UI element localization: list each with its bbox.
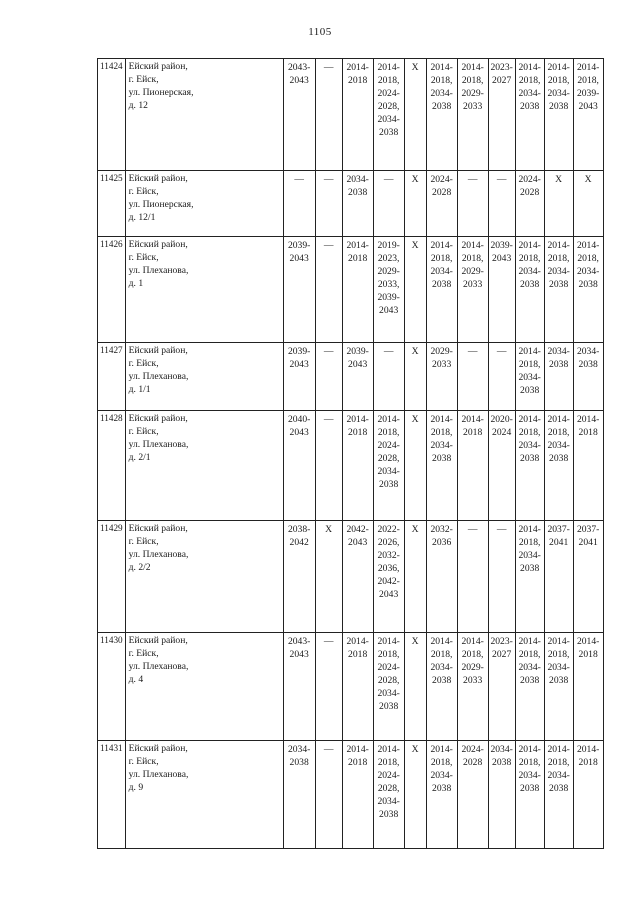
table-row bbox=[98, 521, 604, 633]
period-cell: X bbox=[404, 343, 426, 411]
address-line: д. 2/1 bbox=[128, 452, 151, 463]
address-line: г. Ейск, bbox=[128, 756, 159, 767]
period-cell: 2034- 2038 bbox=[573, 343, 603, 411]
record-number: 11426 bbox=[98, 237, 126, 343]
record-number: 11425 bbox=[98, 171, 126, 237]
period-cell: 2014- 2018, 2034- 2038 bbox=[426, 741, 457, 849]
period-cell: — bbox=[315, 237, 342, 343]
period-cell: 2014- 2018, 2034- 2038 bbox=[515, 59, 544, 171]
record-number: 11430 bbox=[98, 633, 126, 741]
period-cell: — bbox=[315, 343, 342, 411]
address-cell bbox=[125, 59, 283, 171]
address-line: Ейский район, bbox=[128, 173, 188, 184]
period-cell: — bbox=[373, 343, 404, 411]
period-cell: 2034- 2038 bbox=[544, 343, 573, 411]
period-cell: 2043- 2043 bbox=[283, 59, 315, 171]
period-cell: 2014- 2018, 2024- 2028, 2034- 2038 bbox=[373, 741, 404, 849]
period-cell: 2038- 2042 bbox=[283, 521, 315, 633]
period-cell: 2014- 2018, 2034- 2038 bbox=[573, 237, 603, 343]
address-cell bbox=[125, 237, 283, 343]
period-cell: 2014- 2018, 2034- 2038 bbox=[426, 633, 457, 741]
address-cell bbox=[125, 741, 283, 849]
period-cell: 2014- 2018, 2034- 2038 bbox=[544, 633, 573, 741]
period-cell: — bbox=[315, 59, 342, 171]
period-cell: 2014- 2018, 2034- 2038 bbox=[515, 741, 544, 849]
address-line: г. Ейск, bbox=[128, 358, 159, 369]
address-line: г. Ейск, bbox=[128, 426, 159, 437]
address-cell bbox=[125, 171, 283, 237]
period-cell: 2029- 2033 bbox=[426, 343, 457, 411]
table-row bbox=[98, 411, 604, 521]
period-cell: 2034- 2038 bbox=[342, 171, 373, 237]
period-cell: 2014- 2018, 2034- 2038 bbox=[426, 59, 457, 171]
period-cell: 2023- 2027 bbox=[488, 59, 515, 171]
period-cell: X bbox=[404, 59, 426, 171]
address-line: ул. Пионерская, bbox=[128, 199, 194, 210]
period-cell: — bbox=[315, 411, 342, 521]
period-cell: 2014- 2018, 2034- 2038 bbox=[515, 237, 544, 343]
period-cell: 2039- 2043 bbox=[283, 343, 315, 411]
period-cell: 2037- 2041 bbox=[573, 521, 603, 633]
period-cell: 2014- 2018, 2024- 2028, 2034- 2038 bbox=[373, 59, 404, 171]
period-cell: 2034- 2038 bbox=[488, 741, 515, 849]
period-cell: 2037- 2041 bbox=[544, 521, 573, 633]
period-cell: 2014- 2018 bbox=[342, 237, 373, 343]
period-cell: 2014- 2018 bbox=[342, 633, 373, 741]
address-cell bbox=[125, 411, 283, 521]
period-cell: X bbox=[404, 411, 426, 521]
period-cell: X bbox=[404, 237, 426, 343]
period-cell: 2022- 2026, 2032- 2036, 2042- 2043 bbox=[373, 521, 404, 633]
period-cell: — bbox=[488, 343, 515, 411]
address-line: Ейский район, bbox=[128, 61, 188, 72]
address-line: г. Ейск, bbox=[128, 252, 159, 263]
address-line: г. Ейск, bbox=[128, 74, 159, 85]
address-line: г. Ейск, bbox=[128, 186, 159, 197]
period-cell: — bbox=[283, 171, 315, 237]
period-cell: 2014- 2018, 2024- 2028, 2034- 2038 bbox=[373, 633, 404, 741]
address-line: Ейский район, bbox=[128, 523, 188, 534]
table-row bbox=[98, 237, 604, 343]
address-line: ул. Пионерская, bbox=[128, 87, 194, 98]
address-line: ул. Плеханова, bbox=[128, 439, 189, 450]
address-line: ул. Плеханова, bbox=[128, 661, 189, 672]
period-cell: 2014- 2018, 2029- 2033 bbox=[457, 237, 488, 343]
period-cell: 2014- 2018 bbox=[573, 411, 603, 521]
period-cell: — bbox=[373, 171, 404, 237]
period-cell: 2014- 2018, 2034- 2038 bbox=[515, 521, 544, 633]
period-cell: X bbox=[404, 741, 426, 849]
address-line: г. Ейск, bbox=[128, 536, 159, 547]
record-number: 11428 bbox=[98, 411, 126, 521]
period-cell: 2014- 2018 bbox=[342, 411, 373, 521]
address-line: д. 9 bbox=[128, 782, 144, 793]
address-line: Ейский район, bbox=[128, 635, 188, 646]
record-number: 11431 bbox=[98, 741, 126, 849]
period-cell: 2014- 2018, 2034- 2038 bbox=[544, 237, 573, 343]
record-number: 11427 bbox=[98, 343, 126, 411]
period-cell: 2014- 2018, 2034- 2038 bbox=[515, 411, 544, 521]
period-cell: — bbox=[315, 741, 342, 849]
record-number: 11429 bbox=[98, 521, 126, 633]
period-cell: 2014- 2018, 2029- 2033 bbox=[457, 59, 488, 171]
address-line: д. 12 bbox=[128, 100, 148, 111]
period-cell: 2032- 2036 bbox=[426, 521, 457, 633]
table-row bbox=[98, 343, 604, 411]
period-cell: 2014- 2018, 2034- 2038 bbox=[426, 237, 457, 343]
address-line: д. 1 bbox=[128, 278, 144, 289]
period-cell: 2014- 2018, 2034- 2038 bbox=[515, 633, 544, 741]
period-cell: X bbox=[544, 171, 573, 237]
address-line: ул. Плеханова, bbox=[128, 371, 189, 382]
address-cell bbox=[125, 521, 283, 633]
period-cell: — bbox=[315, 633, 342, 741]
period-cell: 2014- 2018 bbox=[457, 411, 488, 521]
period-cell: 2014- 2018, 2034- 2038 bbox=[515, 343, 544, 411]
period-cell: 2043- 2043 bbox=[283, 633, 315, 741]
period-cell: 2014- 2018 bbox=[342, 741, 373, 849]
address-line: д. 2/2 bbox=[128, 562, 151, 573]
record-number: 11424 bbox=[98, 59, 126, 171]
address-cell bbox=[125, 633, 283, 741]
period-cell: 2020- 2024 bbox=[488, 411, 515, 521]
period-cell: 2014- 2018 bbox=[342, 59, 373, 171]
table-row bbox=[98, 741, 604, 849]
period-cell: — bbox=[457, 521, 488, 633]
period-cell: 2014- 2018, 2034- 2038 bbox=[544, 411, 573, 521]
period-cell: — bbox=[457, 343, 488, 411]
period-cell: X bbox=[404, 633, 426, 741]
period-cell: 2019- 2023, 2029- 2033, 2039- 2043 bbox=[373, 237, 404, 343]
address-line: ул. Плеханова, bbox=[128, 769, 189, 780]
period-cell: 2039- 2043 bbox=[488, 237, 515, 343]
period-cell: 2014- 2018, 2024- 2028, 2034- 2038 bbox=[373, 411, 404, 521]
table-row bbox=[98, 171, 604, 237]
period-cell: 2014- 2018, 2039- 2043 bbox=[573, 59, 603, 171]
period-cell: X bbox=[404, 171, 426, 237]
address-line: ул. Плеханова, bbox=[128, 265, 189, 276]
period-cell: 2024- 2028 bbox=[515, 171, 544, 237]
period-cell: 2014- 2018, 2034- 2038 bbox=[544, 59, 573, 171]
table-row bbox=[98, 59, 604, 171]
period-cell: — bbox=[488, 521, 515, 633]
address-cell bbox=[125, 343, 283, 411]
address-line: г. Ейск, bbox=[128, 648, 159, 659]
address-line: д. 1/1 bbox=[128, 384, 151, 395]
period-cell: 2014- 2018 bbox=[573, 741, 603, 849]
period-cell: 2014- 2018, 2029- 2033 bbox=[457, 633, 488, 741]
period-cell: 2042- 2043 bbox=[342, 521, 373, 633]
period-cell: X bbox=[573, 171, 603, 237]
period-cell: — bbox=[457, 171, 488, 237]
address-line: д. 4 bbox=[128, 674, 144, 685]
page-number: 1105 bbox=[308, 26, 332, 38]
period-cell: 2014- 2018, 2034- 2038 bbox=[426, 411, 457, 521]
period-cell: 2034- 2038 bbox=[283, 741, 315, 849]
address-line: Ейский район, bbox=[128, 345, 188, 356]
period-cell: — bbox=[488, 171, 515, 237]
schedule-table bbox=[97, 58, 604, 849]
period-cell: X bbox=[315, 521, 342, 633]
period-cell: 2023- 2027 bbox=[488, 633, 515, 741]
address-line: Ейский район, bbox=[128, 239, 188, 250]
period-cell: — bbox=[315, 171, 342, 237]
address-line: д. 12/1 bbox=[128, 212, 156, 223]
period-cell: 2039- 2043 bbox=[342, 343, 373, 411]
address-line: Ейский район, bbox=[128, 413, 188, 424]
period-cell: 2024- 2028 bbox=[426, 171, 457, 237]
table-row bbox=[98, 633, 604, 741]
period-cell: 2014- 2018 bbox=[573, 633, 603, 741]
period-cell: 2039- 2043 bbox=[283, 237, 315, 343]
period-cell: 2014- 2018, 2034- 2038 bbox=[544, 741, 573, 849]
address-line: Ейский район, bbox=[128, 743, 188, 754]
period-cell: X bbox=[404, 521, 426, 633]
period-cell: 2024- 2028 bbox=[457, 741, 488, 849]
period-cell: 2040- 2043 bbox=[283, 411, 315, 521]
document-sheet bbox=[97, 58, 604, 849]
address-line: ул. Плеханова, bbox=[128, 549, 189, 560]
